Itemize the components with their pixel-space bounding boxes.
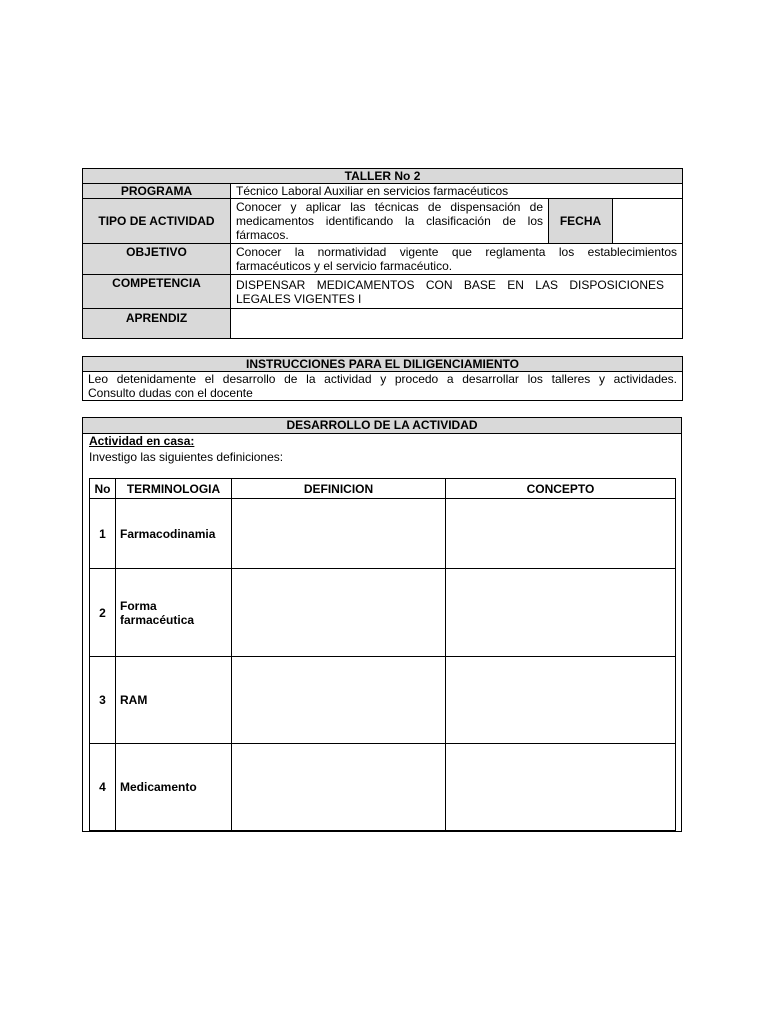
table-row <box>90 499 676 569</box>
tipo-actividad-value <box>231 199 549 244</box>
fecha-field[interactable] <box>613 199 683 244</box>
fecha-label: FECHA <box>549 199 613 244</box>
tipo-line-2: medicamentos identificando la clasificación de los <box>236 214 543 228</box>
definicion-cell[interactable] <box>232 499 446 569</box>
instructions-table <box>82 356 683 401</box>
activity-title: DESARROLLO DE LA ACTIVIDAD <box>83 418 681 434</box>
tipo-line-1: Conocer y aplicar las técnicas de dispensación de <box>236 200 543 214</box>
concepto-cell[interactable] <box>446 744 676 831</box>
activity-subtitle: Actividad en casa: <box>89 434 195 448</box>
competencia-line-1: DISPENSAR MEDICAMENTOS CON BASE EN LAS DISPOSICIONES <box>236 277 665 292</box>
definicion-cell[interactable] <box>232 569 446 657</box>
concepto-cell[interactable] <box>446 499 676 569</box>
tipo-line-3: fármacos. <box>236 228 289 242</box>
row-number: 2 <box>90 569 116 657</box>
workshop-header-table <box>82 168 683 339</box>
row-number: 3 <box>90 657 116 744</box>
workshop-title: TALLER No 2 <box>83 169 683 184</box>
concepto-cell[interactable] <box>446 569 676 657</box>
competencia-line-2: LEGALES VIGENTES I <box>236 291 362 306</box>
instructions-title: INSTRUCCIONES PARA EL DILIGENCIAMIENTO <box>83 357 683 372</box>
activity-section <box>82 417 682 832</box>
row-term: Forma farmacéutica <box>116 569 232 657</box>
table-row <box>90 657 676 744</box>
col-header-terminologia: TERMINOLOGIA <box>116 479 232 499</box>
table-row <box>90 569 676 657</box>
definitions-table <box>89 478 676 832</box>
competencia-value <box>231 275 683 309</box>
instructions-line-2: Consulto dudas con el docente <box>88 386 253 400</box>
objetivo-value <box>231 244 683 275</box>
programa-value: Técnico Laboral Auxiliar en servicios farmacéuticos <box>231 184 683 199</box>
row-term: Medicamento <box>116 744 232 831</box>
concepto-cell[interactable] <box>446 657 676 744</box>
col-header-definicion: DEFINICION <box>232 479 446 499</box>
competencia-label: COMPETENCIA <box>83 275 231 309</box>
row-term: RAM <box>116 657 232 744</box>
aprendiz-label: APRENDIZ <box>83 309 231 339</box>
instructions-line-1: Leo detenidamente el desarrollo de la actividad y procedo a desarrollar los talleres y actividades. <box>88 372 677 386</box>
activity-instruction: Investigo las siguientes definiciones: <box>89 450 284 464</box>
objetivo-label: OBJETIVO <box>83 244 231 275</box>
col-header-no: No <box>90 479 116 499</box>
objetivo-line-1: Conocer la normatividad vigente que reglamenta los establecimientos <box>236 245 678 259</box>
row-number: 1 <box>90 499 116 569</box>
row-number: 4 <box>90 744 116 831</box>
table-row <box>90 744 676 831</box>
tipo-actividad-label: TIPO DE ACTIVIDAD <box>83 199 231 244</box>
definicion-cell[interactable] <box>232 657 446 744</box>
definicion-cell[interactable] <box>232 744 446 831</box>
objetivo-line-2: farmacéuticos y el servicio farmacéutico. <box>236 259 453 273</box>
programa-label: PROGRAMA <box>83 184 231 199</box>
row-term: Farmacodinamia <box>116 499 232 569</box>
col-header-concepto: CONCEPTO <box>446 479 676 499</box>
aprendiz-field[interactable] <box>231 309 683 339</box>
instructions-text <box>83 372 683 401</box>
